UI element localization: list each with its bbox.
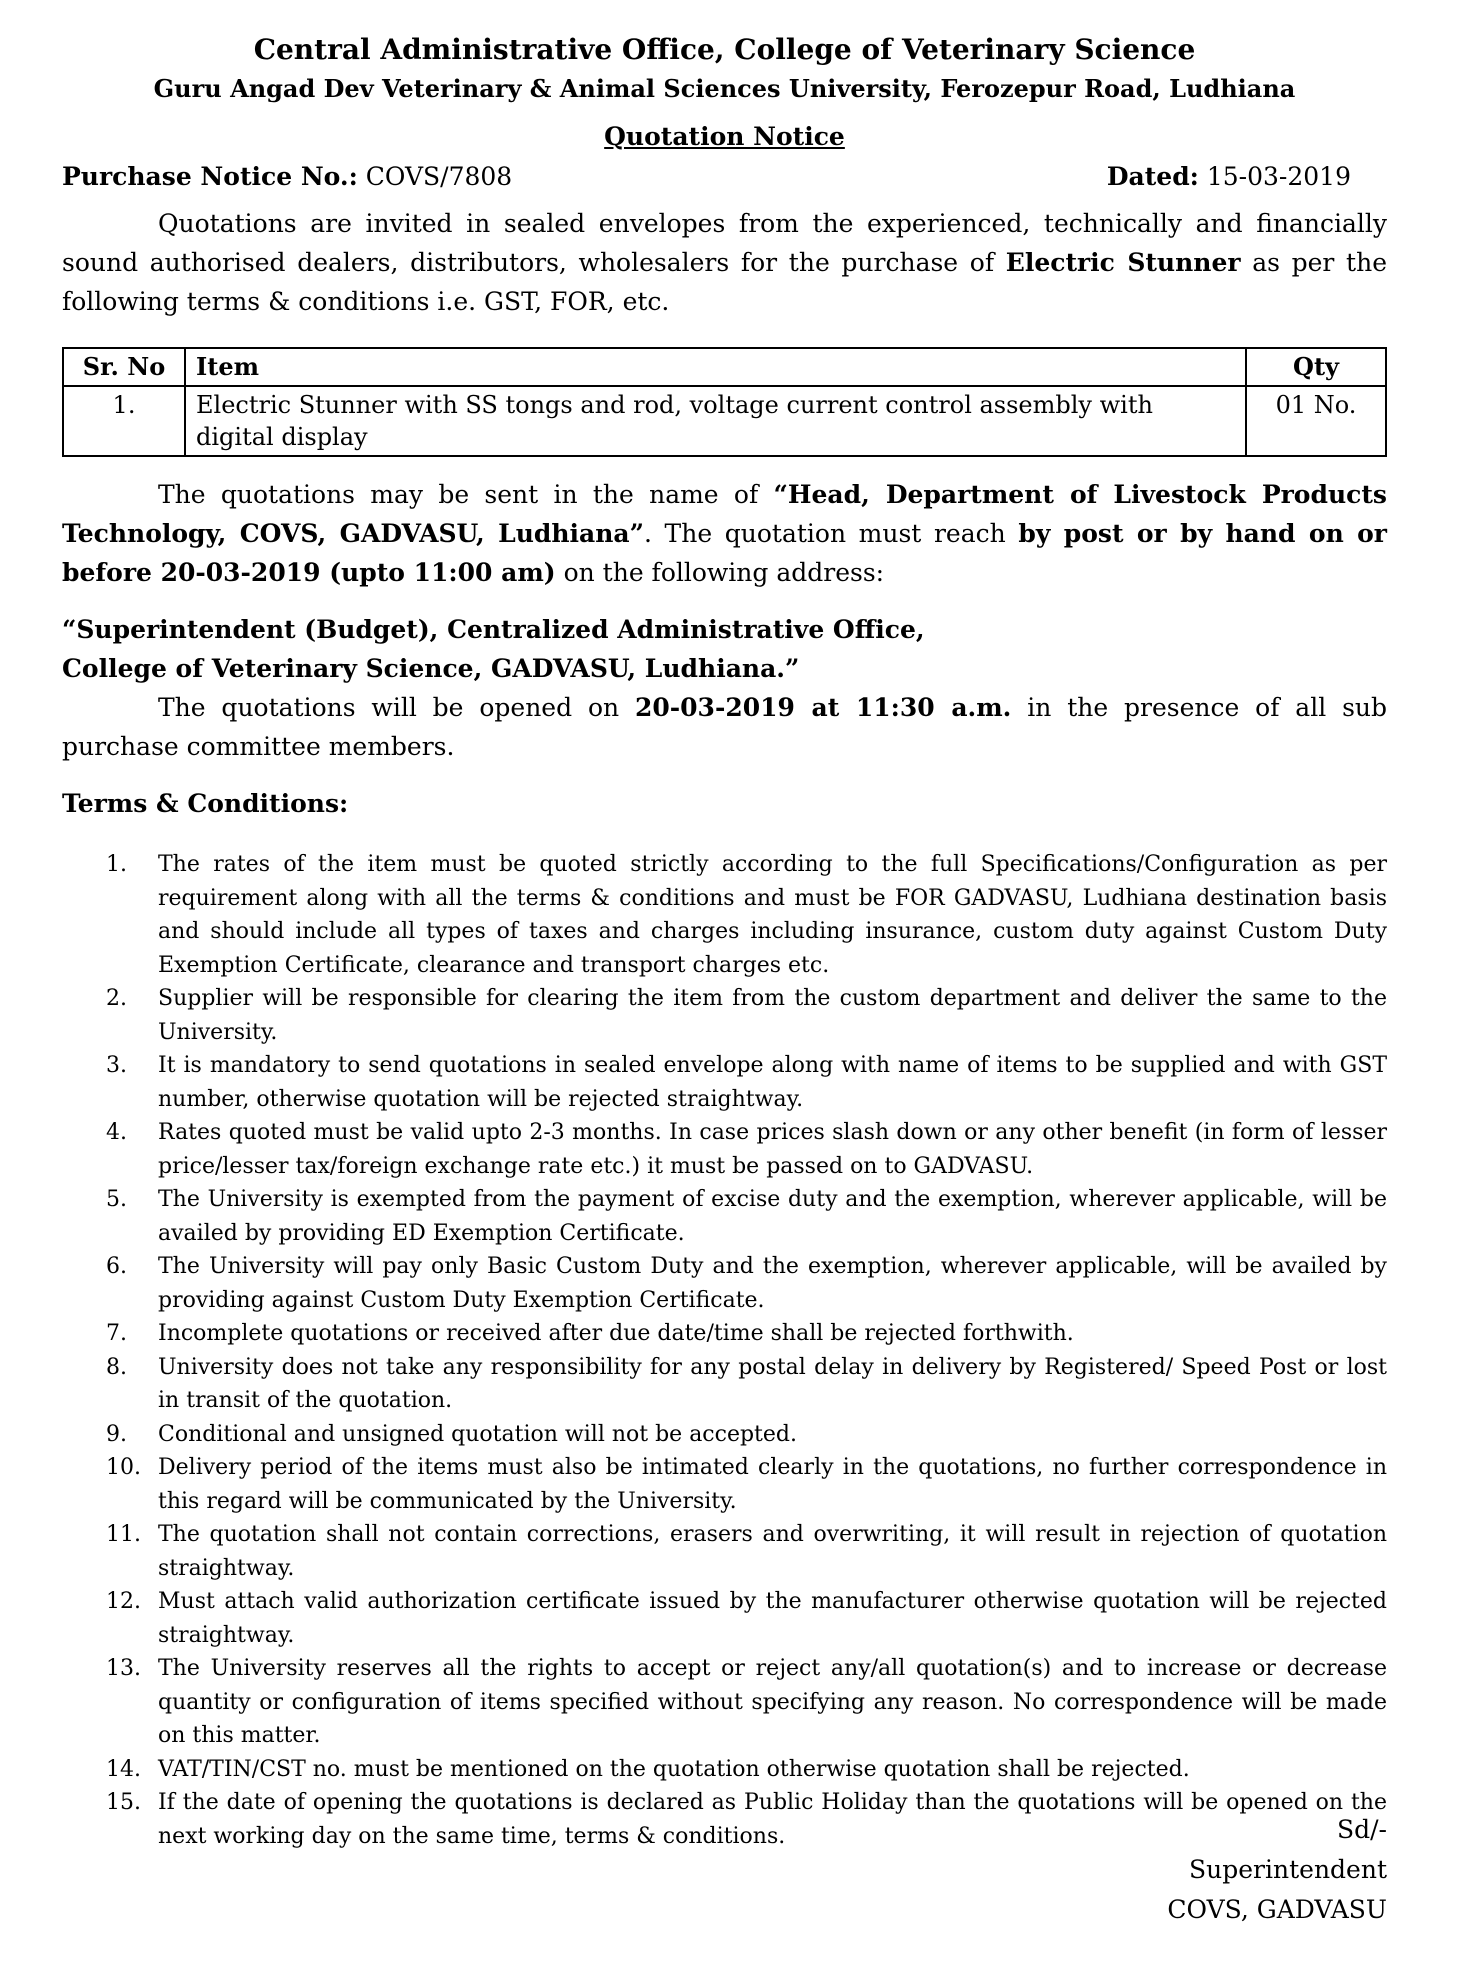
list-item: 5. The University is exempted from the payment of excise duty and the exemption, wherever applicable, will be availed by providing ED Exemption Certificate. [106, 1187, 1387, 1246]
signature-sd: Sd/- [1337, 1815, 1387, 1844]
header-sr-no: Sr. No [63, 348, 185, 386]
address-line-1: “Superintendent (Budget), Centralized Administrative Office, [62, 615, 925, 644]
signature-office: COVS, GADVASU [1167, 1895, 1387, 1924]
address-line-2: College of Veterinary Science, GADVASU, Ludhiana.” [62, 654, 800, 683]
university-heading: Guru Angad Dev Veterinary & Animal Sciences University, Ferozepur Road, Ludhiana [153, 74, 1296, 103]
signature-block [1167, 1810, 1387, 1930]
list-item: 4. Rates quoted must be valid upto 2-3 months. In case prices slash down or any other benefit (in form of lesser price/lesser tax/foreign exchange rate etc.) it must be passed on to GADVASU. [106, 1120, 1387, 1179]
list-item: 12. Must attach valid authorization certificate issued by the manufacturer otherwise quotation will be rejected straightway. [106, 1589, 1387, 1648]
purchase-notice-number: Purchase Notice No.: COVS/7808 [62, 162, 513, 191]
header-item: Item [185, 348, 1246, 386]
table-row [63, 386, 1386, 456]
document-page [62, 30, 1387, 1853]
office-heading: Central Administrative Office, College of Veterinary Science [253, 33, 1196, 66]
list-item: 6. The University will pay only Basic Custom Duty and the exemption, wherever applicable, will be availed by providing against Custom Duty Exemption Certificate. [106, 1254, 1387, 1313]
list-item: 7. Incomplete quotations or received after due date/time shall be rejected forthwith. [106, 1321, 1074, 1346]
signature-designation: Superintendent [1189, 1855, 1387, 1884]
list-item: 1. The rates of the item must be quoted strictly according to the full Specifications/Configuration as per requirement along with all the terms & conditions and must be FOR GADVASU, Ludhiana destination basis and should include all types of taxes and charges including insurance, custom duty against Custom Duty Exemption Certificate, clearance and transport charges etc. [106, 852, 1387, 978]
list-item: 14. VAT/TIN/CST no. must be mentioned on the quotation otherwise quotation shall be rejected. [106, 1756, 1190, 1782]
list-item: 15. If the date of opening the quotations is declared as Public Holiday than the quotations will be opened on the next working day on the same time, terms & conditions. [106, 1790, 1387, 1849]
intro-paragraph: Quotations are invited in sealed envelopes from the experienced, technically and financially sound authorised dealers, distributors, wholesalers for the purchase of Electric Stunner as per the following terms & conditions i.e. GST, FOR, etc. [62, 209, 1387, 316]
notice-date: Dated: 15-03-2019 [1106, 162, 1351, 191]
terms-list [62, 848, 1387, 1853]
list-item: 10. Delivery period of the items must also be intimated clearly in the quotations, no further correspondence in this regard will be communicated by the University. [106, 1455, 1387, 1514]
opening-paragraph: The quotations will be opened on 20-03-2019 at 11:30 a.m. in the presence of all sub purchase committee members. [62, 693, 1388, 761]
items-table [62, 347, 1387, 457]
list-item: 9. Conditional and unsigned quotation will not be accepted. [106, 1421, 797, 1447]
cell-sr-no: 1. [63, 386, 185, 456]
send-paragraph: The quotations may be sent in the name of “Head, Department of Livestock Products Technology, COVS, GADVASU, Ludhiana”. The quotation must reach by post or by hand on or before 20-03-2019 (upto 11:00 am) on the following address: [62, 480, 1387, 587]
list-item: 13. The University reserves all the rights to accept or reject any/all quotation(s) and to increase or decrease quantity or configuration of items specified without specifying any reason. No correspondence will be made on this matter. [106, 1656, 1387, 1748]
terms-heading: Terms & Conditions: [62, 789, 349, 818]
table-header-row [63, 348, 1386, 386]
cell-item: Electric Stunner with SS tongs and rod, voltage current control assembly with digital display [185, 386, 1246, 456]
list-item: 3. It is mandatory to send quotations in sealed envelope along with name of items to be supplied and with GST number, otherwise quotation will be rejected straightway. [106, 1053, 1387, 1112]
list-item: 11. The quotation shall not contain corrections, erasers and overwriting, it will result in rejection of quotation straightway. [106, 1522, 1387, 1581]
notice-title: Quotation Notice [604, 122, 845, 151]
list-item: 8. University does not take any responsibility for any postal delay in delivery by Registered/ Speed Post or lost in transit of the quotation. [106, 1354, 1387, 1413]
header-qty: Qty [1246, 348, 1386, 386]
notice-info-row [62, 158, 1387, 196]
cell-qty: 01 No. [1246, 386, 1386, 456]
delivery-address [62, 610, 1387, 688]
list-item: 2. Supplier will be responsible for clearing the item from the custom department and deliver the same to the University. [106, 986, 1387, 1045]
